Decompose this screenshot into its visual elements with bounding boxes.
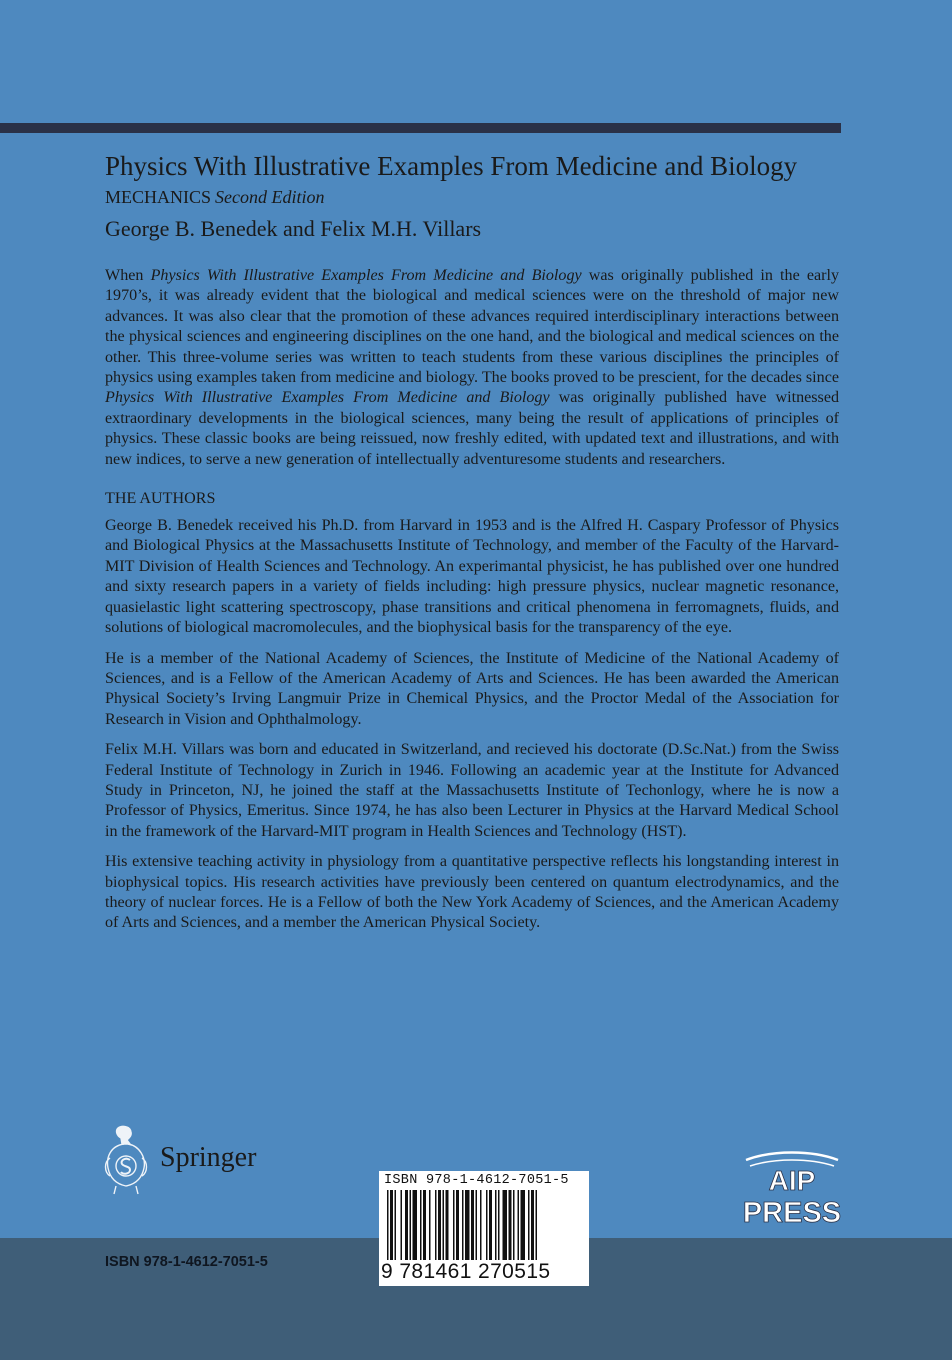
author-bio-paragraph: Felix M.H. Villars was born and educated in Switzerland, and recieved his doctorate (D.Sc.Nat.) from the Swiss Federal Institute of Technology in Zurich in 1946. Following an academic year at the Institute for Advanced Study in Princeton, NJ, he joined the staff at the Massachusetts Institute of Techonlogy, where he is now a Professor of Physics, Emeritus. Since 1974, he has also been Lecturer in Physics at the Harvard Medical School in the framework of the Harvard-MIT program in Health Sciences and Technology (HST).: [105, 741, 839, 840]
barcode-bar: [435, 1190, 437, 1260]
barcode-bar: [518, 1190, 520, 1260]
barcode-bar: [536, 1190, 538, 1260]
barcode-bar: [395, 1190, 397, 1260]
barcode-bar: [405, 1190, 408, 1260]
back-cover-content: [105, 148, 839, 934]
barcode-bar: [413, 1190, 418, 1260]
barcode-bar: [390, 1190, 393, 1260]
springer-knight-icon: [100, 1124, 152, 1196]
intro-text-2: was originally published in the early 1970’s, it was already evident that the biological and medical sciences were on the threshold of major new advances. It was also clear that the promotion of these advances required interdisciplinary interactions between the physical sciences and engineering disciplines on the one hand, and the biological and medical sciences on the other. This three-volume series was written to teach students from these various disciplines the principles of physics using examples taken from medicine and biology. The books proved to be prescient, for the decades since: [105, 267, 840, 387]
barcode-bar: [528, 1190, 530, 1260]
barcode-bar: [465, 1190, 470, 1260]
barcode-bar: [420, 1190, 422, 1260]
barcode-bar: [495, 1190, 497, 1260]
barcode-bar: [443, 1190, 445, 1260]
springer-logo: [100, 1124, 300, 1196]
barcode-bar: [387, 1190, 389, 1260]
barcode-bar: [489, 1190, 492, 1260]
barcode-isbn-label: ISBN 978-1-4612-7051-5: [384, 1173, 569, 1188]
barcode-bar: [486, 1190, 488, 1260]
publisher-name: Springer: [160, 1142, 257, 1173]
barcode-bar: [438, 1190, 441, 1260]
book-authors: George B. Benedek and Felix M.H. Villars: [105, 216, 482, 241]
barcode-bar: [509, 1190, 512, 1260]
barcode-bar: [531, 1190, 534, 1260]
intro-text-1: When: [105, 267, 151, 284]
book-title: Physics With Illustrative Examples From Medicine and Biology: [105, 151, 798, 181]
edition-label: Second Edition: [215, 187, 325, 207]
intro-paragraph: [105, 266, 839, 470]
aip-press-icon: [742, 1150, 842, 1228]
barcode-bar: [456, 1190, 459, 1260]
authors-heading: THE AUTHORS: [105, 490, 216, 508]
aip-press-logo: [742, 1150, 842, 1228]
barcode-bar: [480, 1190, 482, 1260]
book-subtitle: [105, 184, 839, 210]
author-bio-paragraph: His extensive teaching activity in physiology from a quantitative perspective reflects his longstanding interest in biophysical topics. His research activities have previously been centered on quantum electrodynamics, and the theory of nuclear forces. He is a Fellow of both the New York Academy of Sciences, and the American Academy of Arts and Sciences, and a member the American Physical Society.: [105, 853, 839, 932]
barcode-bar: [521, 1190, 526, 1260]
barcode-bar: [513, 1190, 515, 1260]
author-bio-paragraph: He is a member of the National Academy of Sciences, the Institute of Medicine of the National Academy of Sciences, and is a Fellow of the American Academy of Arts and Sciences. He has been awarded the American Physical Society’s Irving Langmuir Prize in Chemical Physics, and the Proctor Medal of the Association for Research in Vision and Ophthalmology.: [105, 649, 839, 728]
barcode-bar: [423, 1190, 426, 1260]
barcode-bar: [446, 1190, 449, 1260]
top-rule: [0, 123, 841, 133]
press-text: PRESS: [742, 1197, 842, 1228]
intro-italic-title-2: Physics With Illustrative Examples From Medicine and Biology: [105, 389, 550, 407]
author-bio-paragraph: George B. Benedek received his Ph.D. from Harvard in 1953 and is the Alfred H. Caspary Professor of Physics and Biological Physics at the Massachusetts Institute of Technology, and member of the Faculty of the Harvard-MIT Division of Health Sciences and Technology. An experimantal physicist, he has published over one hundred and sixty research papers in a variety of fields including: high pressure physics, nuclear magnetic resonance, quasielastic light scattering spectroscopy, phase transitions and critical phenomena in ferromagnets, fluids, and solutions of biological macromolecules, and the biophysical basis for the transparency of the eye.: [105, 517, 839, 637]
barcode-bar: [453, 1190, 455, 1260]
aip-text: AIP: [768, 1165, 816, 1196]
isbn-barcode: [379, 1171, 589, 1286]
intro-italic-title-1: Physics With Illustrative Examples From Medicine and Biology: [150, 267, 582, 284]
barcode-bar: [498, 1190, 500, 1260]
barcode-bar: [410, 1190, 412, 1260]
barcode-bar: [471, 1190, 474, 1260]
footer-isbn: ISBN 978-1-4612-7051-5: [105, 1254, 268, 1270]
intro-text-3: was originally published have witnessed extraordinary developments in the biological sciences, many being the result of applications of principles of physics. These classic books are being reissued, now freshly edited, with updated text and illustrations, and with new indices, to serve a new generation of intellectually adventuresome students and researchers.: [105, 389, 840, 468]
barcode-bar: [476, 1190, 478, 1260]
barcode-bar: [462, 1190, 464, 1260]
barcode-bar: [503, 1190, 508, 1260]
barcode-bar: [401, 1190, 403, 1260]
barcode-bar: [429, 1190, 431, 1260]
barcode-digits: 9 781461 270515: [381, 1260, 551, 1283]
subtitle-volume: MECHANICS: [105, 187, 212, 207]
